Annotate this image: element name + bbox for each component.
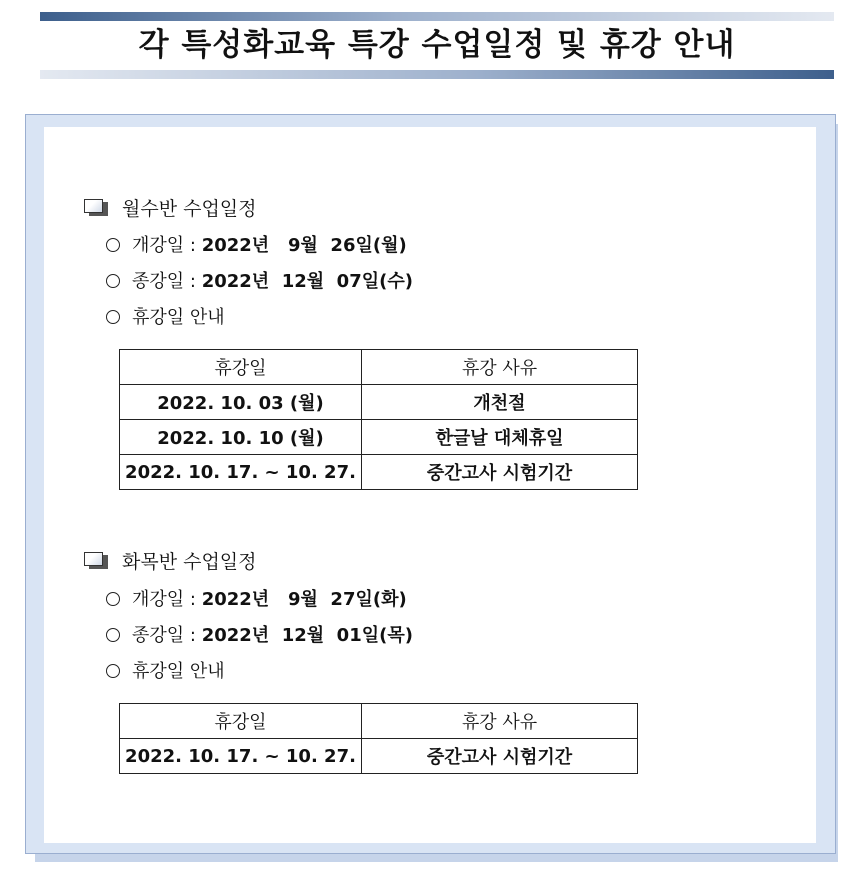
table-header-cell: 휴강일 — [120, 350, 362, 385]
table-row — [120, 455, 638, 490]
table-header-cell: 휴강 사유 — [362, 704, 638, 739]
content-inner: 월수반 수업일정 개강일 : 2022년 9월 26일(월) 종강일 : 2022년 12월 07일(수) 휴강일 안내 휴강일 휴강 사유 2022. 10. 03 (월) 개천절 2022. 10. 10 (월) 한글날 대체휴일 2022. 10. 17. ~ 10. 27. 중간고사 시험기간 화목반 수업일정 개강일 : 2022년 9월 27일(화) 종강일 : 2022년 12월 01일(목) 휴강일 안내 휴강일 휴강 사유 2022. 10. 17. ~ 10. 27. 중간고사 시험기간 — [44, 127, 816, 843]
table-cell-reason: 중간고사 시험기간 — [362, 739, 638, 774]
table-row — [120, 420, 638, 455]
holiday-label-line: 휴강일 안내 — [106, 304, 225, 332]
table-header-row — [120, 704, 638, 739]
end-date-line: 종강일 : 2022년 12월 07일(수) — [106, 268, 413, 296]
title-banner — [40, 12, 834, 79]
circle-bullet-icon — [106, 310, 120, 324]
holiday-label-line: 휴강일 안내 — [106, 658, 225, 686]
table-header-cell: 휴강일 — [120, 704, 362, 739]
table-cell-reason: 중간고사 시험기간 — [362, 455, 638, 490]
holiday-table-mon-wed — [119, 349, 638, 490]
title-bar-top — [40, 12, 834, 21]
content-panel — [25, 114, 836, 854]
table-cell-date: 2022. 10. 17. ~ 10. 27. — [120, 739, 362, 774]
page-title: 각 특성화교육 특강 수업일정 및 휴강 안내 — [138, 27, 736, 63]
table-header-row — [120, 350, 638, 385]
end-date-line: 종강일 : 2022년 12월 01일(목) — [106, 622, 413, 650]
table-row — [120, 385, 638, 420]
table-cell-reason: 개천절 — [362, 385, 638, 420]
square-bullet-icon — [84, 552, 106, 568]
circle-bullet-icon — [106, 274, 120, 288]
table-header-cell: 휴강 사유 — [362, 350, 638, 385]
start-date-line: 개강일 : 2022년 9월 26일(월) — [106, 232, 407, 260]
table-cell-date: 2022. 10. 03 (월) — [120, 385, 362, 420]
table-cell-date: 2022. 10. 10 (월) — [120, 420, 362, 455]
start-date-line: 개강일 : 2022년 9월 27일(화) — [106, 586, 407, 614]
table-cell-reason: 한글날 대체휴일 — [362, 420, 638, 455]
holiday-table-tue-thu — [119, 703, 638, 774]
table-cell-date: 2022. 10. 17. ~ 10. 27. — [120, 455, 362, 490]
circle-bullet-icon — [106, 664, 120, 678]
circle-bullet-icon — [106, 628, 120, 642]
circle-bullet-icon — [106, 592, 120, 606]
square-bullet-icon — [84, 199, 106, 215]
table-row — [120, 739, 638, 774]
circle-bullet-icon — [106, 238, 120, 252]
title-bar-bottom — [40, 70, 834, 79]
